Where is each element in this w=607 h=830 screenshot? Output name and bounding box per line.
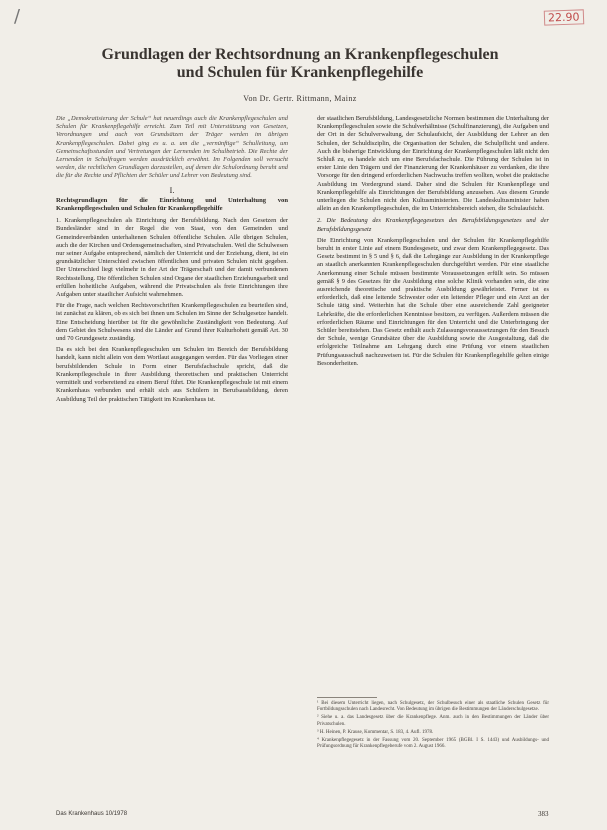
footnote: ⁴ Krankenpflegegesetz in der Fassung vom 20. September 1965 (BGBl. I S. 1443) und Ausbildungs- und Prüfungsordnung für Krankenpflegeberufe vom 2. August 1966. [317, 738, 549, 750]
paragraph: der staatlichen Berufsbildung, Landesgesetzliche Normen bestimmen die Unterhaltung der Krankenpflegeschulen sowie die Schulverhältnisse (Schulfinanzierung), die Aufgaben und der Ort in der Schulverwaltung, der Schulaufsicht, der Ausbildung der Lehrer an den Schulen, der Schuldisziplin, die Organisation der Schulen, die Schulpflicht und andere. Auch die bisherige Entwicklung der Einrichtung der Krankenpflegeschulen läßt nicht den Schluß zu, es handele sich um eine Berufsfachschule. Die Führung der Schulen ist in erster Linie den Trägern und der Finanzierung der Krankenhäuser zu verdanken, die ihre Vorsorge für den dringend erforderlichen Nachwuchs treffen wollten, wobei die praktische Ausbildung im Vordergrund stand. Daher sind die Schulen für Krankenpflege und Krankenpflegehilfe als Einrichtungen der Berufsbildung anzusehen. Aus diesem Grunde unterliegen die Schulen nicht den Kultusministerien. Die Landeskultusminister haben allein an den Krankenpflegeschulen, die im Unterrichtsbereich stehen, die Schulaufsicht. [317, 115, 549, 213]
article-title [60, 46, 540, 82]
paragraph: Für die Frage, nach welchen Rechtsvorschriften Krankenpflegeschulen zu beurteilen sind, ist zunächst zu klären, ob es sich bei ihnen um Schulen im Sinne der Schulgesetze handelt. Eine Entscheidung hierüber ist für die gewöhnliche Zuständigkeit von Bedeutung. Auf dem Gebiet des Schulwesens sind die Länder auf Grund ihrer Kulturhoheit gemäß Art. 30 und 70 Grundgesetz zuständig. [56, 302, 288, 343]
right-column [317, 115, 549, 371]
page-number: 383 [538, 810, 549, 818]
footnote-divider [317, 697, 377, 698]
abstract: Die „Demokratisierung der Schule“ hat neuerdings auch die Krankenpflegeschulen und Schulen für Krankenpflegehilfe erreicht. Zum Teil mit Unterstützung von Gesetzen, Verordnungen und auch von Grundsätzen der Träger werden im übrigen Krankenpflegeschulen. Dabei ging es u. a. um die „vernünftige“ Schulleitung, um Gemeinschaftsstunden und Vertretungen der Lernenden im Schulbetrieb. Die Rechte der Lernenden in Schulfragen werden ausdrücklich erwähnt. Im Folgenden soll versucht werden, die rechtlichen Grundlagen darzustellen, auf denen die Schulordnung beruht und die für die Rechte und Pflichten der Schüler und Lehrer von Bedeutung sind. [56, 115, 288, 180]
left-column [56, 115, 288, 407]
paragraph: Da es sich bei den Krankenpflegeschulen um Schulen im Bereich der Berufsbildung handelt, kann nicht allein von dem Wortlaut ausgegangen werden. Für das Vorliegen einer berufsbildenden Schule in Form einer Berufsfachschule spricht, daß die Krankenpflegeschule in ihrer Ausbildung theoretischen und praktischen Unterricht vermittelt und vorbereitend zu einem Beruf führt. Die Krankenpflegeschule ist mit einem Krankenhaus verbunden und erhält sich aus Schülern in Berufsausbildung, deren Ausbildung Teil der praktischen Tätigkeit im Krankenhaus ist. [56, 346, 288, 403]
title-line-1: Grundlagen der Rechtsordnung an Krankenpflegeschulen [101, 46, 499, 63]
title-line-2: und Schulen für Krankenpflegehilfe [176, 64, 424, 81]
section-number: I. [169, 185, 175, 195]
footnotes [317, 697, 549, 752]
paragraph: 1. Krankenpflegeschulen als Einrichtung der Berufsbildung. Nach den Gesetzen der Bundesländer sind in der Regel die von Staat, von den Gemeinden und Gemeindeverbänden unterhaltenen Schulen öffentliche Schulen. Alle übrigen Schulen, auch die der Kirchen und Ordensgemeinschaften, sind Privatschulen. Weil die Schulwesen nur seiner Aufgabe entsprechend, nämlich der Unterricht und der Erziehung, dient, ist ein grundsätzlicher Unterschied zwischen öffentlichen und privaten Schulen nicht gegeben. Der Unterschied liegt vielmehr in der Art der Trägerschaft und der damit verbundenen Rechtsstellung. Die öffentlichen Schulen sind Organe der staatlichen Erziehungsarbeit und erfüllen hoheitliche Aufgaben, während die Privatschulen als freie Einrichtungen ihre Aufgaben unter staatlicher Aufsicht wahrnehmen. [56, 217, 288, 299]
footnote: ² Siehe u. a. das Landesgesetz über die Krankenpflege. Anm. auch in den Bestimmungen der Länder über Privatschulen. [317, 715, 549, 727]
paragraph: Die Einrichtung von Krankenpflegeschulen und der Schulen für Krankenpflegehilfe beruht in erster Linie auf einem Bundesgesetz, und zwar dem Krankenpflegegesetz. Das Gesetz bestimmt in § 5 und § 6, daß die Lehrgänge zur Ausbildung in der Krankenpflege an staatlich anerkannten Krankenpflegeschulen durchgeführt werden. Für eine staatliche Anerkennung einer Schule müssen bestimmte Voraussetzungen erfüllt sein. So müssen gemäß § 9 des Gesetzes für die Ausbildung eine solche Klinik vorhanden sein, die eine ausreichende theoretische und praktische Ausbildung gewährleistet. Ferner ist es erforderlich, daß eine leitende Schwester oder ein leitender Pfleger und ein Arzt an der Schule tätig sind. Weiterhin hat die Schule über eine ausreichende Zahl geeigneter Lehrkräfte, die die erforderlichen Kenntnisse besitzen, zu verfügen. Außerdem müssen die erforderlichen Räume und Einrichtungen für den Unterricht und die Unterbringung der Schüler bereitstehen. Das Gesetz enthält auch Zulassungsvoraussetzungen für den Besuch der Schule, wenige Grundsätze über die Ausbildung sowie die Ausgestaltung, daß die erfolgreiche Teilnahme am Lehrgang durch eine Prüfung vor einem staatlichen Prüfungsausschuß nachzuweisen ist. Für die Schulen für Krankenpflegehilfe gelten einige Besonderheiten. [317, 236, 549, 367]
margin-mark: / [14, 6, 21, 27]
author-line: Von Dr. Gertr. Rittmann, Mainz [243, 94, 357, 103]
section-title: Rechtsgrundlagen für die Einrichtung und Unterhaltung von Krankenpflegeschulen und Schulen für Krankenpflegehilfe [56, 196, 288, 213]
footnote: ¹ Bei diesem Unterricht liegen, nach Schulgesetz, der Schulbesuch einer als staatliche Schulen Gesetz für Fortbildungsschulen nach Landesrecht. Von Bedeutung im übrigen die Bestimmungen der Länderschulgesetze. [317, 701, 549, 713]
footnote: ³ H. Heinen, P. Krause, Kommentar, S. 183, 4. Aufl. 1978. [317, 729, 434, 735]
pencil-annotation: 22.90 [543, 9, 583, 25]
subsection-title: 2. Die Bedeutung des Krankenpflegegesetzes des Berufsbildungsgesetzes und der Berufsbildungsgesetz [317, 217, 549, 233]
journal-footer: Das Krankenhaus 10/1978 [56, 811, 128, 817]
